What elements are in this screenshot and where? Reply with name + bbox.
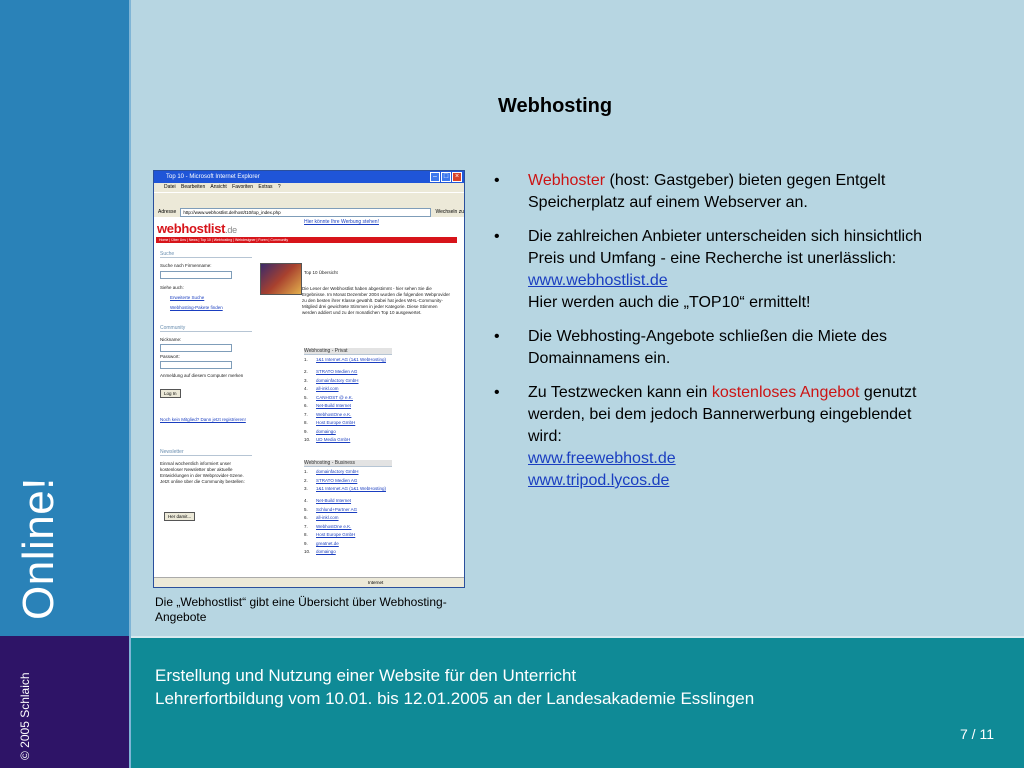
bullet-text: Zu Testzwecken kann ein	[528, 384, 712, 401]
provider-link: STRATO Medien AG	[316, 369, 358, 374]
newsletter-heading: Newsletter	[160, 449, 252, 456]
maximize-icon: □	[441, 172, 451, 182]
rank-number: 6.	[304, 403, 308, 408]
login-button: Log In	[160, 389, 181, 398]
register-link: Noch kein Mitglied? Dann jetzt registrieren!	[160, 417, 246, 422]
provider-link: Host Europe GmbH	[316, 532, 356, 537]
provider-link: domaingo	[316, 549, 336, 554]
rank-number: 9.	[304, 540, 308, 546]
logo-tld: .de	[225, 225, 237, 235]
nickname-input	[160, 344, 232, 352]
rank-number: 5.	[304, 506, 308, 512]
provider-link: CANHOST @ e.K.	[316, 394, 353, 400]
provider-link: greatnet.de	[316, 540, 339, 546]
rank-number: 3.	[304, 377, 308, 383]
page-number: 7 / 11	[960, 726, 994, 742]
bullet-marker: •	[494, 228, 500, 245]
provider-link: UD Media GmbH	[316, 437, 351, 442]
rank-number: 4.	[304, 498, 308, 503]
rank-number: 2.	[304, 369, 308, 374]
bullet-text: genutzt werden, bei dem jedoch Bannerwerbung eingeblendet wird:	[528, 384, 917, 445]
rank-number: 10.	[304, 437, 311, 442]
bullet-marker: •	[494, 172, 500, 189]
provider-link: all-inkl.com	[316, 386, 339, 391]
rank-number: 8.	[304, 420, 308, 425]
bullet-item	[492, 326, 942, 370]
rank-number: 7.	[304, 523, 308, 529]
bullet-marker: •	[494, 384, 500, 401]
go-button: Wechseln zu	[435, 209, 464, 215]
provider-link: all-inkl.com	[316, 515, 339, 520]
screenshot-caption: Die „Webhostlist“ gibt eine Übersicht über Webhosting-Angebote	[155, 595, 447, 624]
browser-screenshot	[153, 170, 465, 588]
bullet-item	[492, 226, 942, 314]
address-label: Adresse	[158, 209, 177, 215]
bullet-text: Hier werden auch die „TOP10“ ermittelt!	[528, 294, 811, 311]
provider-link: WebhostOne e.K.	[316, 523, 352, 529]
password-input	[160, 361, 232, 369]
provider-link: Schlund+Partner AG	[316, 506, 358, 512]
rank-number: 3.	[304, 486, 308, 491]
newsletter-text: Einmal wöchentlich informiert unser kostenloser Newsletter über aktuelle Entwicklungen in der Webprovider-Szene. Jetzt online über die Community bestellen:	[160, 461, 245, 484]
rank-number: 1.	[304, 357, 308, 362]
bullet-text: Die zahlreichen Anbieter unterscheiden sich hinsichtlich Preis und Umfang - eine Recherche ist unerlässlich:	[528, 228, 922, 267]
close-icon: ×	[452, 172, 462, 182]
rank-number: 4.	[304, 386, 308, 391]
rank-number: 7.	[304, 411, 308, 417]
provider-link: STRATO Medien AG	[316, 477, 358, 483]
bullet-highlight: kostenloses Angebot	[711, 384, 860, 401]
nickname-label: Nickname:	[160, 337, 182, 342]
rank-number: 1.	[304, 469, 308, 474]
bullet-text: Die Webhosting-Angebote schließen die Miete des Domainnamens ein.	[528, 328, 888, 367]
provider-link: domainfactory GmbH	[316, 377, 359, 383]
bullet-item	[492, 170, 942, 214]
rank-number: 5.	[304, 394, 308, 400]
top10-intro: Die Leser der Webhostlist haben abgestimmt - hier sehen Sie die Ergebnisse. Im Monat Dezember 2004 wurden die folgenden Webprovider zu den besten ihrer Klasse gewählt. Dabei hat jedes WHL-Community-Mitglied drei gewichtete Stimmen in jeder Kategorie. Diese Stimmen werden addiert und zu der monatlichen Top 10 ausgewertet.	[302, 286, 451, 315]
banner-link: Hier könnte Ihre Werbung stehen!	[304, 219, 379, 225]
footer	[131, 636, 1024, 768]
provider-link: WebhostOne e.K.	[316, 411, 352, 417]
address-bar	[154, 207, 464, 217]
tripod-link[interactable]: www.tripod.lycos.de	[528, 472, 670, 489]
provider-link: Net-Build Internet	[316, 498, 352, 503]
browser-titlebar	[154, 171, 464, 183]
search-input	[160, 271, 232, 279]
footer-line-1: Erstellung und Nutzung einer Website für den Unterricht	[155, 666, 577, 685]
privat-heading: Webhosting - Privat	[304, 348, 392, 355]
provider-link: domaingo	[316, 428, 336, 434]
browser-menu: Datei Bearbeiten Ansicht Favoriten Extras ?	[154, 183, 464, 192]
slide-title: Webhosting	[498, 95, 613, 117]
bullet-marker: •	[494, 328, 500, 345]
newsletter-button: Her damit...	[164, 512, 195, 521]
rank-number: 2.	[304, 477, 308, 483]
status-zone: Internet	[368, 580, 384, 585]
bullet-highlight: Webhoster	[528, 172, 606, 189]
top10-heading: Top 10 Übersicht	[304, 270, 338, 275]
pkg-search-link: Webhosting-Pakete finden	[170, 305, 223, 310]
provider-link: domainfactory GmbH	[316, 469, 359, 474]
remember-label: Anmeldung auf diesem Computer merken	[160, 373, 244, 378]
rank-number: 10.	[304, 549, 311, 554]
provider-link: 1&1 Internet AG (1&1 WebHosting)	[316, 357, 386, 362]
minimize-icon: –	[430, 172, 440, 182]
logo-text: webhostlist	[157, 221, 226, 236]
provider-link: Host Europe GmbH	[316, 420, 356, 425]
browser-toolbar	[154, 192, 464, 207]
search-heading: Suche	[160, 251, 252, 258]
freewebhost-link[interactable]: www.freewebhost.de	[528, 450, 676, 467]
browser-statusbar	[154, 577, 464, 587]
ext-search-link: Erweiterte Suche	[170, 295, 205, 300]
webhostlist-link[interactable]: www.webhostlist.de	[528, 272, 668, 289]
vertical-title: Online!	[14, 477, 63, 620]
bullet-text: (host: Gastgeber) bieten gegen Entgelt Speicherplatz auf einem Webserver an.	[528, 172, 886, 211]
business-heading: Webhosting - Business	[304, 460, 392, 467]
address-field: http://www.webhostlist.de/host/t10/top_index.php	[180, 208, 431, 217]
site-navbar: Home | Über Uns | News | Top 10 | Webhosting | Webdesigner | Foren | Community	[156, 237, 457, 243]
provider-link: Net-Build Internet	[316, 403, 352, 408]
top10-image	[260, 263, 302, 295]
browser-title: Top 10 - Microsoft Internet Explorer	[166, 174, 260, 180]
community-heading: Community	[160, 325, 252, 332]
provider-link: 1&1 Internet AG (1&1 WebHosting)	[316, 486, 386, 491]
search-label: Suche nach Firmenname:	[160, 263, 212, 268]
site-logo	[157, 221, 237, 236]
rank-number: 8.	[304, 532, 308, 537]
browser-content	[154, 217, 464, 569]
bullet-item	[492, 382, 942, 492]
rank-number: 6.	[304, 515, 308, 520]
window-controls	[430, 172, 462, 182]
footer-line-2: Lehrerfortbildung vom 10.01. bis 12.01.2005 an der Landesakademie Esslingen	[155, 689, 755, 708]
rank-number: 9.	[304, 428, 308, 434]
see-also: Siehe auch:	[160, 285, 184, 290]
copyright: © 2005 Schlaich	[18, 672, 32, 760]
password-label: Passwort:	[160, 354, 180, 359]
bullet-list	[492, 170, 942, 504]
